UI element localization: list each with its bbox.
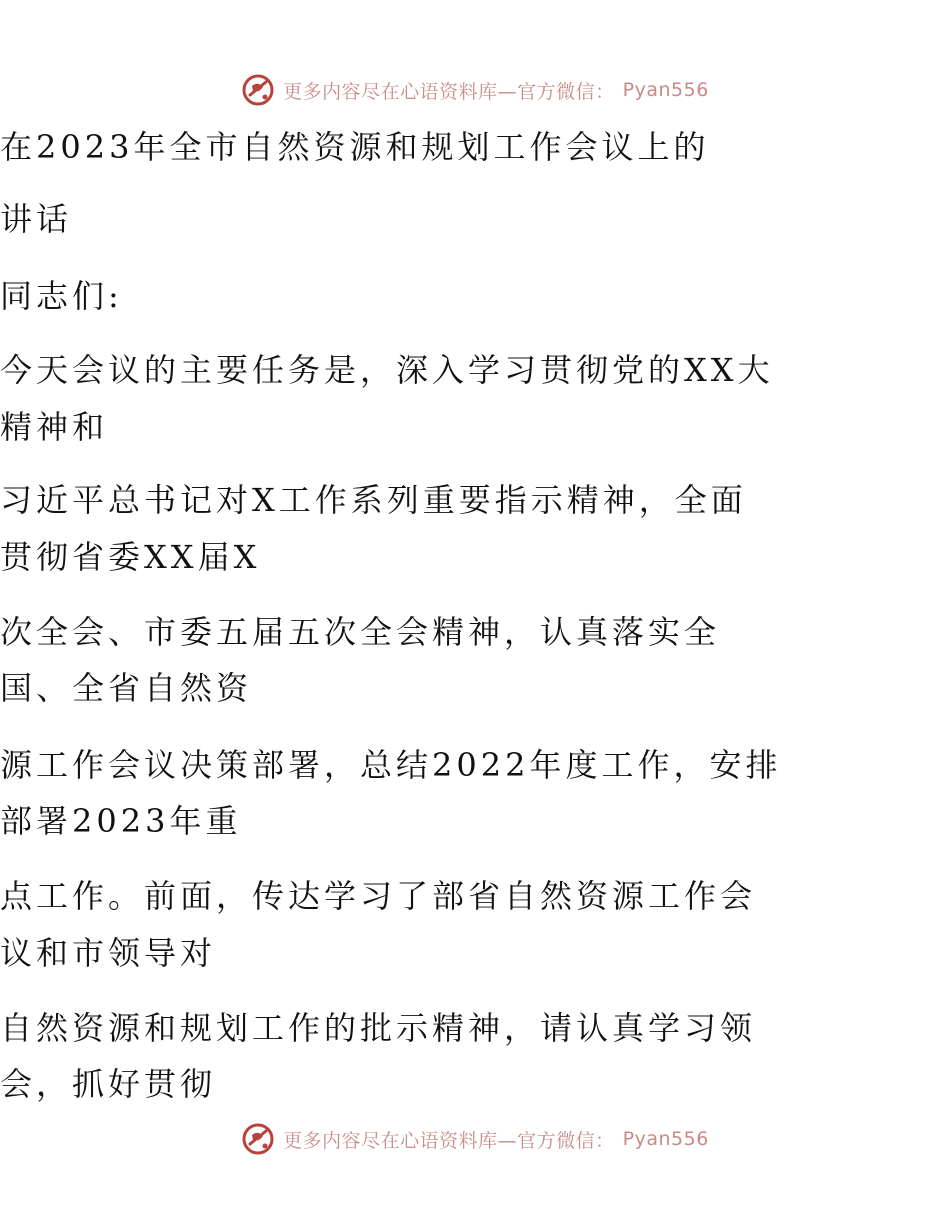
- watermark-text: 更多内容尽在心语资料库—官方微信：: [283, 1129, 615, 1152]
- watermark-wechat-id: Pyan556: [622, 1128, 709, 1150]
- document-title-line-1: 在2023年全市自然资源和规划工作会议上的: [0, 128, 710, 166]
- paragraph-line: 源工作会议决策部署，总结2022年度工作，安排: [0, 746, 782, 784]
- salutation: 同志们:: [0, 277, 123, 315]
- watermark-footer: [0, 1119, 950, 1159]
- paragraph-line: 贯彻省委XX届X: [0, 538, 261, 576]
- seal-logo-icon: [241, 1122, 275, 1156]
- paragraph-line: 自然资源和规划工作的批示精神，请认真学习领: [0, 1009, 757, 1047]
- watermark-wechat-id: Pyan556: [622, 79, 709, 101]
- paragraph-line: 今天会议的主要任务是，深入学习贯彻党的XX大: [0, 351, 774, 389]
- paragraph-line: 部署2023年重: [0, 802, 242, 840]
- paragraph-line: 点工作。前面，传达学习了部省自然资源工作会: [0, 877, 757, 915]
- paragraph-line: 精神和: [0, 408, 109, 446]
- paragraph-line: 会，抓好贯彻: [0, 1065, 217, 1103]
- document-title-line-2: 讲话: [0, 200, 73, 238]
- paragraph-line: 习近平总书记对X工作系列重要指示精神，全面: [0, 481, 747, 519]
- paragraph-line: 次全会、市委五届五次全会精神，认真落实全: [0, 613, 721, 651]
- paragraph-line: 议和市领导对: [0, 934, 217, 972]
- watermark-text: 更多内容尽在心语资料库—官方微信：: [283, 80, 615, 103]
- paragraph-line: 国、全省自然资: [0, 669, 253, 707]
